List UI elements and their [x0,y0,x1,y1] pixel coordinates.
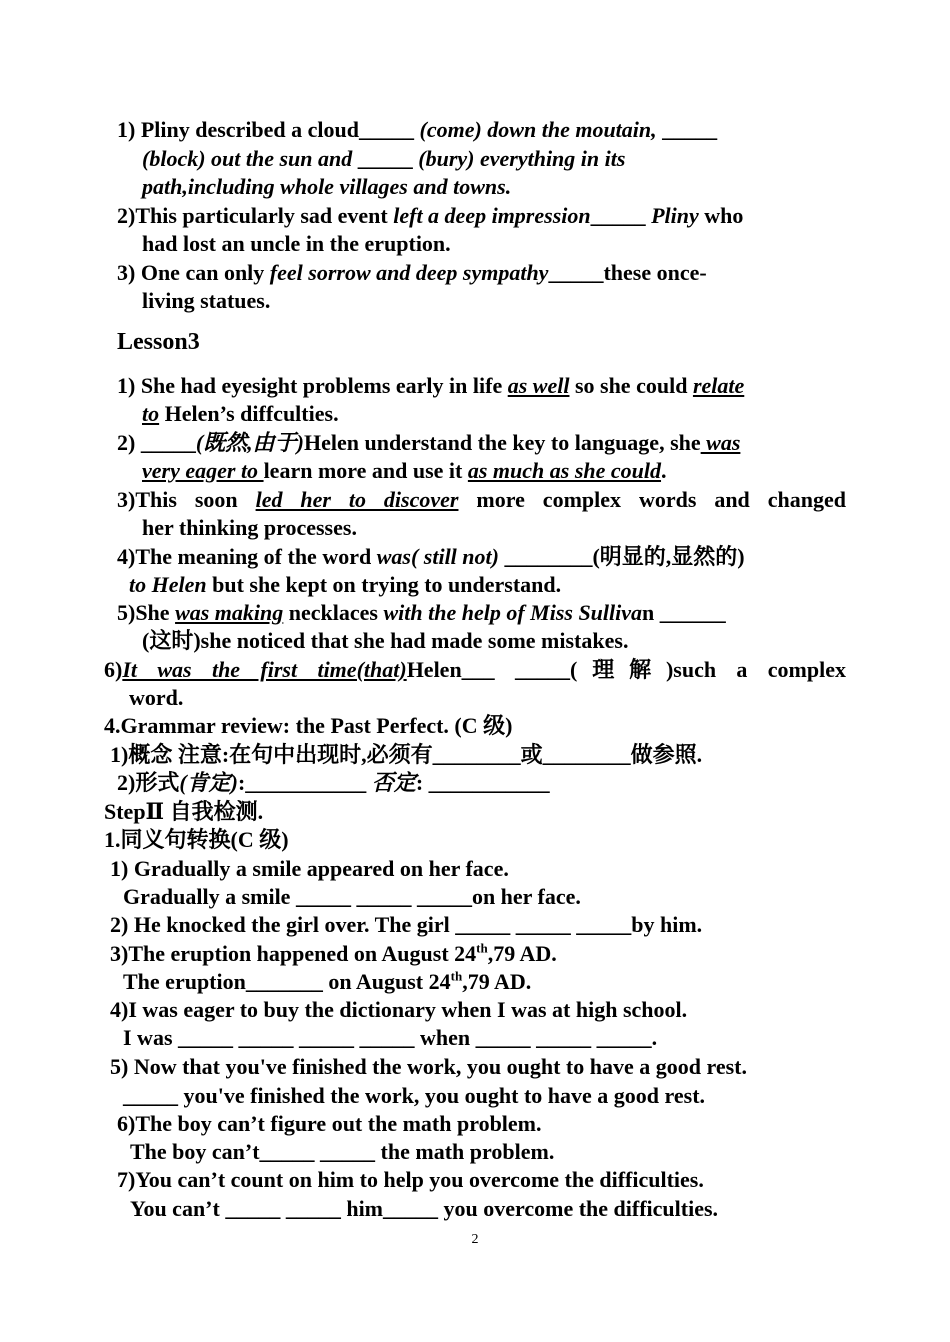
lesson3-q4-line1: 4)The meaning of the word was( still not) ________(明显的,显然的) [117,544,745,569]
step2-s3-original: 3)The eruption happened on August 24th,79 AD. [110,940,557,966]
lesson3-q3-line2: her thinking processes. [142,515,357,540]
step2-s2: 2) He knocked the girl over. The girl _____ _____ _____by him. [110,912,703,937]
lesson3-q1-line2: to Helen’s diffculties. [142,401,339,426]
step2-title: StepⅡ 自我检测. [104,799,264,824]
step2-s7-original: 7)You can’t count on him to help you overcome the difficulties. [117,1167,704,1192]
grammar-title: 4.Grammar review: the Past Perfect. (C 级) [104,713,513,738]
lesson3-q3-line1: 3)This soon led her to discover more complex words and changed [117,487,846,512]
lesson3-q2-line1: 2) _____(既然,由于)Helen understand the key to language, she was [117,430,741,455]
prev-q3-line1: 3) One can only feel sorrow and deep sympathy_____these once- [117,260,707,285]
step2-s1-rewrite: Gradually a smile _____ _____ _____on her face. [123,884,581,909]
page-number: 2 [471,1232,479,1247]
prev-q1-line3: path,including whole villages and towns. [142,174,512,199]
step2-s3-rewrite: The eruption_______ on August 24th,79 AD. [123,968,532,994]
grammar-form: 2)形式(肯定):___________ 否定: ___________ [117,770,550,795]
step2-s6-original: 6)The boy can’t figure out the math problem. [117,1111,542,1136]
step2-s5-rewrite: _____ you've finished the work, you ought to have a good rest. [123,1083,706,1108]
prev-q1-line1: 1) Pliny described a cloud_____ (come) down the moutain, _____ [117,117,718,142]
lesson3-q6-line1: 6)It was the first time(that)Helen___ _____(理解)such a complex [104,657,846,682]
step2-s7-rewrite: You can’t _____ _____ him_____ you overcome the difficulties. [130,1196,719,1221]
prev-q2-line1: 2)This particularly sad event left a deep impression_____ Pliny who [117,203,744,228]
prev-q1-line2: (block) out the sun and _____ (bury) everything in its [142,146,626,171]
lesson3-heading: Lesson3 [117,329,200,355]
lesson3-q2-line2: very eager to learn more and use it as much as she could. [142,458,667,483]
step2-s4-original: 4)I was eager to buy the dictionary when I was at high school. [110,997,688,1022]
lesson3-q5-line2: (这时)she noticed that she had made some mistakes. [142,628,629,653]
lesson3-q1-line1: 1) She had eyesight problems early in life as well so she could relate [117,373,745,398]
step2-subtitle: 1.同义句转换(C 级) [104,827,289,852]
step2-s6-rewrite: The boy can’t_____ _____ the math problem. [130,1139,555,1164]
prev-q2-line2: had lost an uncle in the eruption. [142,231,451,256]
step2-s1-original: 1) Gradually a smile appeared on her face. [110,856,509,881]
grammar-concept: 1)概念 注意:在句中出现时,必须有________或________做参照. [110,742,703,767]
lesson3-q5-line1: 5)She was making necklaces with the help of Miss Sullivan ______ [117,600,726,625]
lesson3-q6-line2: word. [129,685,184,710]
prev-q3-line2: living statues. [142,288,271,313]
step2-s5-original: 5) Now that you've finished the work, you ought to have a good rest. [110,1054,748,1079]
lesson3-q4-line2: to Helen but she kept on trying to understand. [129,572,562,597]
step2-s4-rewrite: I was _____ _____ _____ _____ when _____ _____ _____. [123,1025,658,1050]
